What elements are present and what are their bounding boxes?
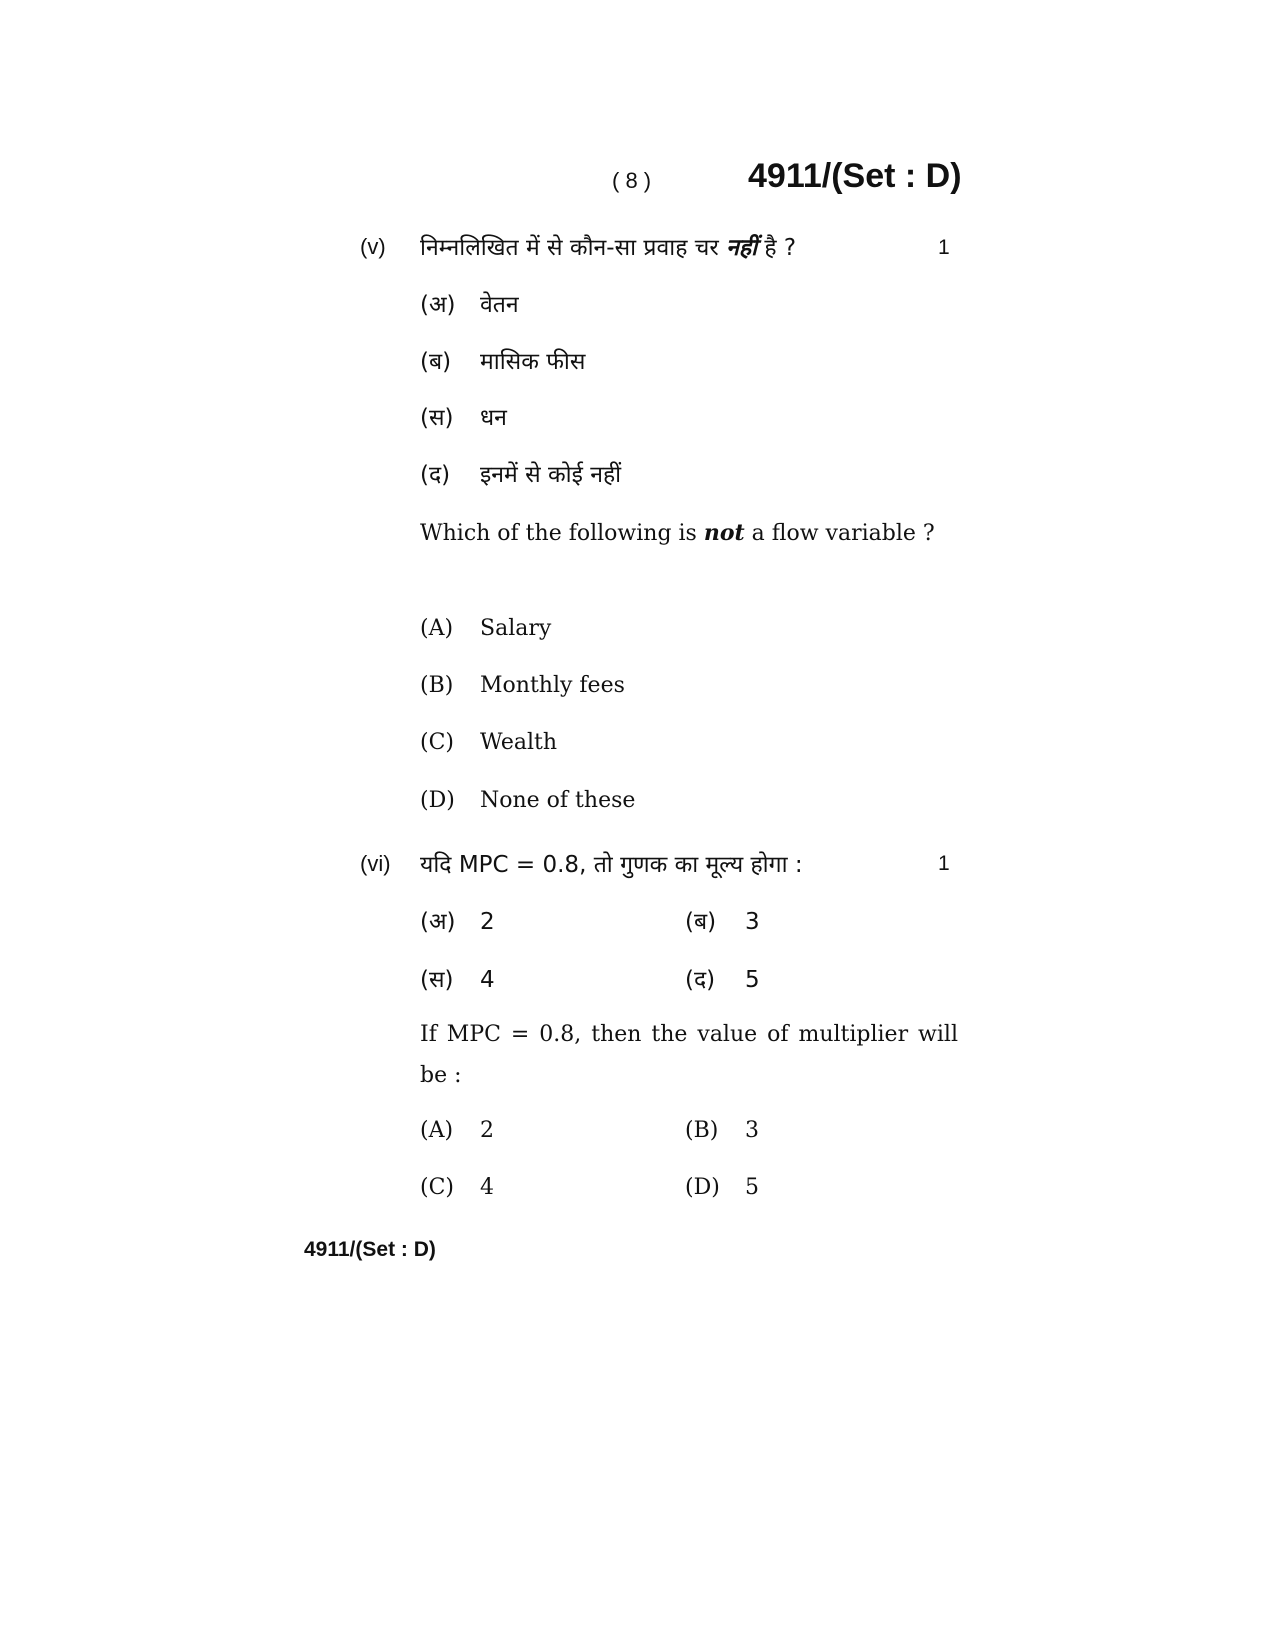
option-label: (A) [420,1118,454,1143]
option-label: (D) [420,788,455,813]
emphasis-word: नहीं [726,235,758,261]
option-hindi [420,344,585,376]
emphasis-word: not [703,520,745,546]
question-text-english-part: Which of the following is [420,521,704,546]
option-hindi [420,287,519,319]
option-label: (ब) [685,909,717,935]
option-hindi [685,904,760,936]
option-english [420,616,551,641]
option-english [420,1118,494,1143]
question-number: (v) [360,234,386,259]
option-hindi [420,457,621,489]
option-label: (अ) [420,292,456,318]
option-label: (द) [420,462,451,488]
option-text: 2 [480,909,495,935]
option-text: 3 [745,909,760,935]
option-label: (D) [685,1175,720,1200]
option-text: Monthly fees [480,673,625,698]
option-text: वेतन [480,292,519,318]
question-text-hindi-part: निम्नलिखित में से कौन-सा प्रवाह चर [420,235,727,261]
option-label: (स) [420,967,454,993]
option-text: धन [480,405,507,431]
option-hindi [420,962,495,994]
option-english [685,1118,759,1143]
paper-code-footer: 4911/(Set : D) [304,1238,436,1261]
option-label: (C) [420,730,454,755]
option-english [685,1175,759,1200]
option-text: 3 [745,1118,759,1143]
option-label: (स) [420,405,454,431]
option-label: (A) [420,616,454,641]
paper-code-header: 4911/(Set : D) [748,157,962,195]
option-text: 5 [745,1175,759,1200]
option-text: मासिक फीस [480,349,586,375]
marks: 1 [938,852,950,875]
question-text-english [420,513,958,554]
option-english [420,1175,494,1200]
question-text-hindi: यदि MPC = 0.8, तो गुणक का मूल्य होगा : [420,852,803,878]
option-label: (C) [420,1175,454,1200]
option-hindi [420,904,495,936]
option-label: (अ) [420,909,456,935]
option-label: (ब) [420,349,452,375]
option-label: (B) [685,1118,719,1143]
option-text: None of these [480,788,636,813]
question-text-english-part: a flow variable ? [744,521,935,546]
option-english [420,788,635,813]
question-text-hindi-part: है ? [757,235,797,261]
option-text: 5 [745,967,760,993]
question-text-hindi [420,230,796,262]
option-english [420,730,557,755]
question-number: (vi) [360,851,391,876]
option-text: 4 [480,967,495,993]
option-hindi [420,400,507,432]
option-text: इनमें से कोई नहीं [480,462,622,488]
page-number: ( 8 ) [612,168,652,193]
option-text: Salary [480,616,552,641]
option-text: Wealth [480,730,557,755]
option-label: (B) [420,673,454,698]
marks: 1 [938,236,950,259]
question-text-english: If MPC = 0.8, then the value of multiplier will be : [420,1022,958,1088]
option-label: (द) [685,967,716,993]
option-text: 4 [480,1175,494,1200]
option-text: 2 [480,1118,494,1143]
option-english [420,673,625,698]
option-hindi [685,962,760,994]
